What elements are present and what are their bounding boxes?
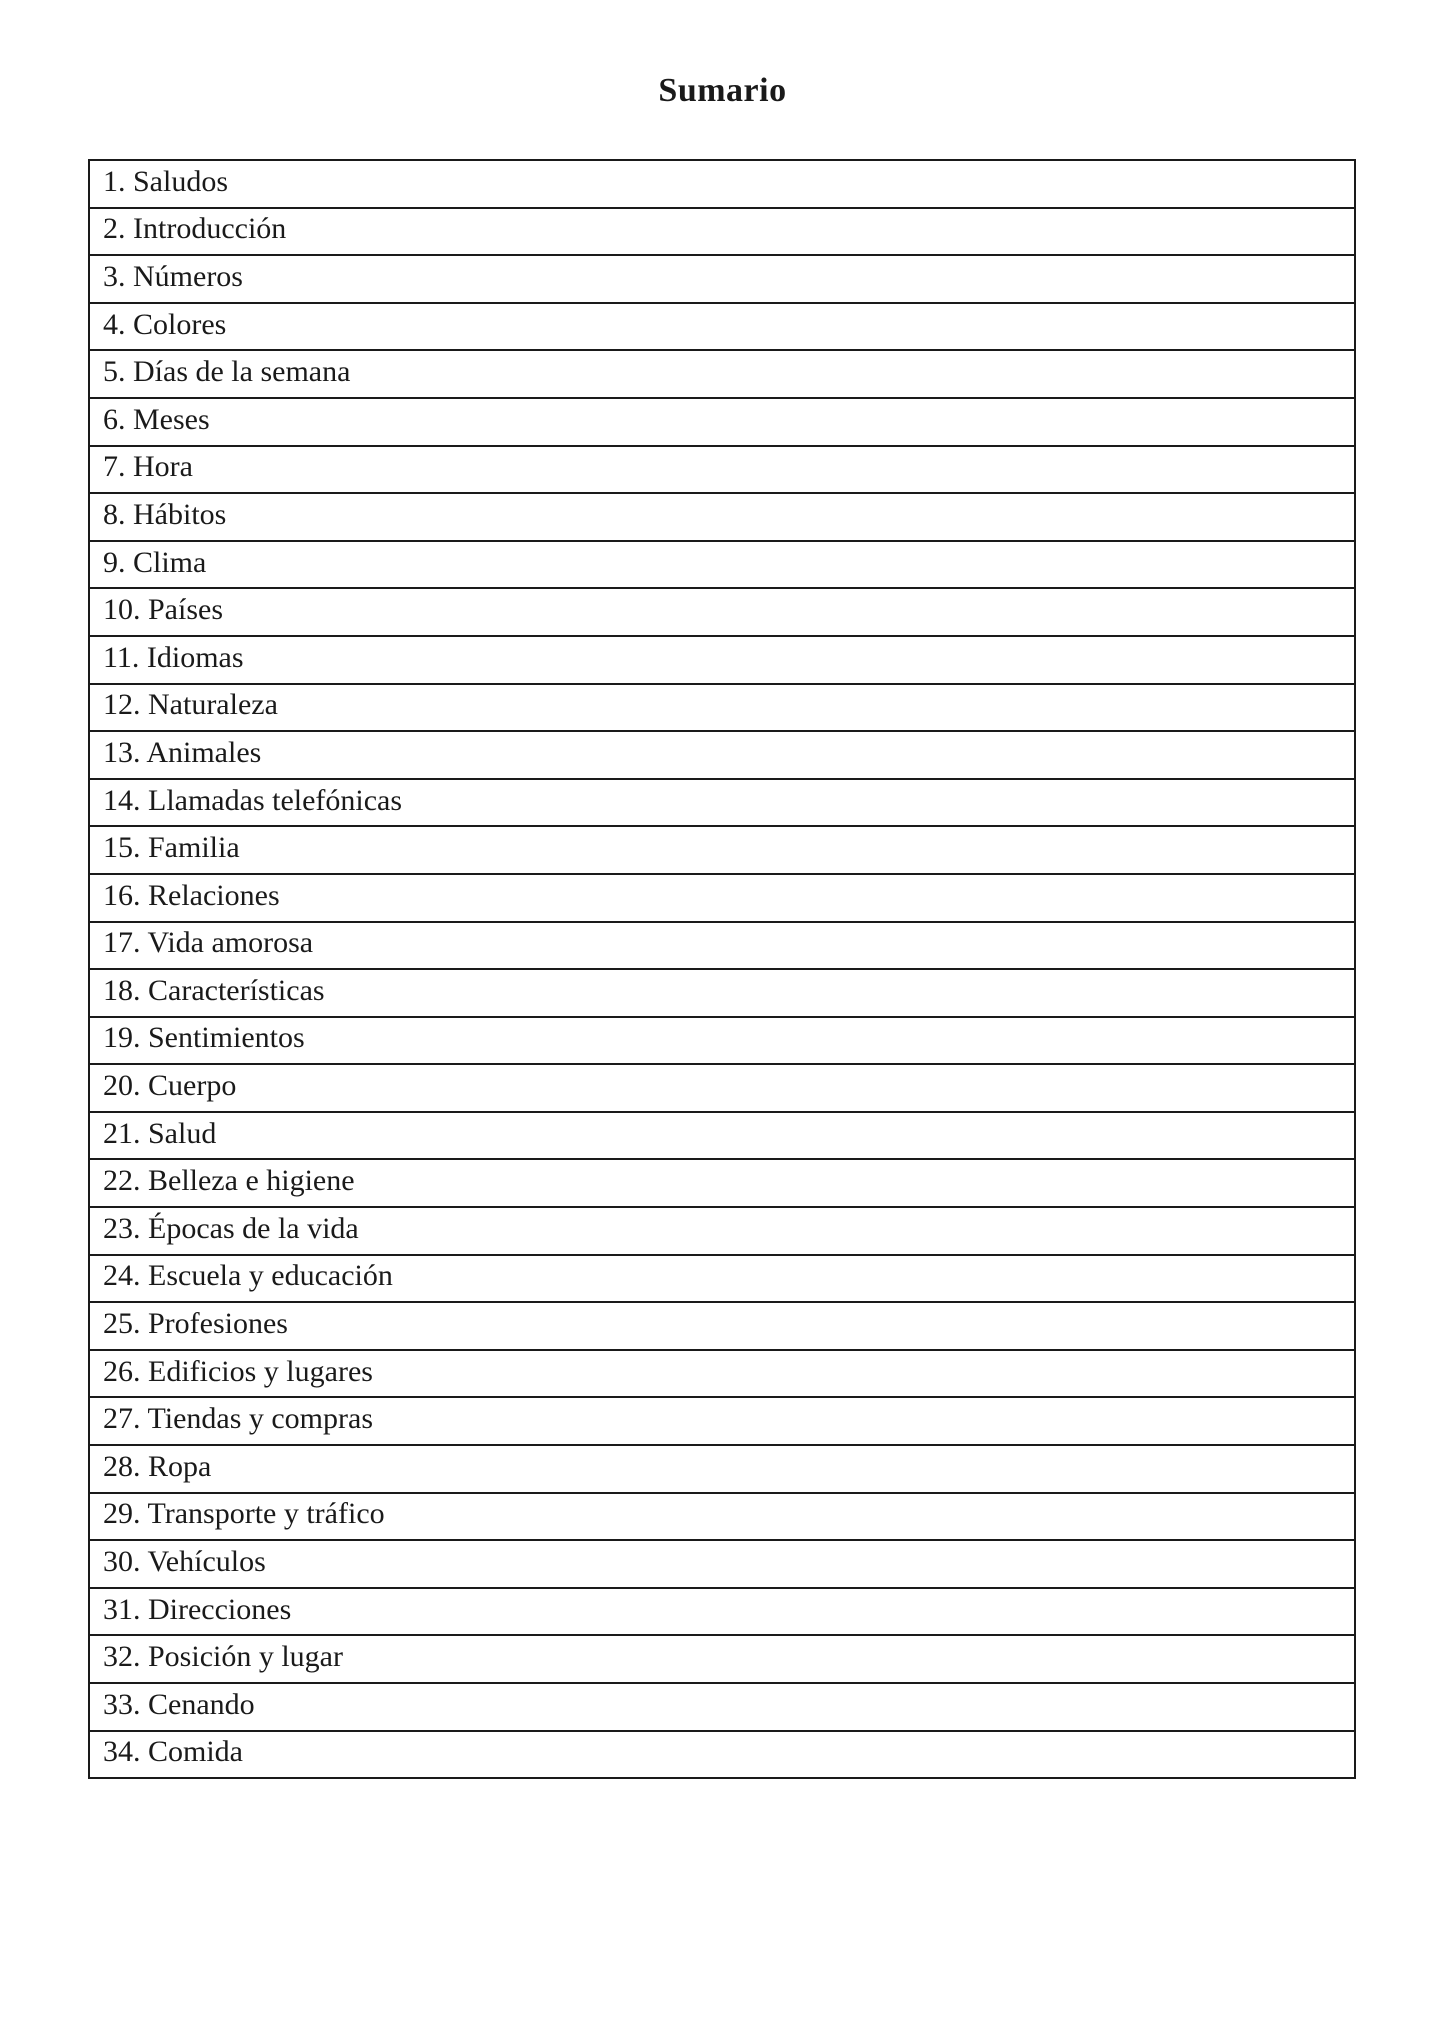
toc-item-text: 26. Edificios y lugares bbox=[89, 1350, 1355, 1398]
toc-row bbox=[89, 493, 1355, 541]
toc-item-text: 30. Vehículos bbox=[89, 1540, 1355, 1588]
toc-item-text: 18. Características bbox=[89, 969, 1355, 1017]
toc-item-text: 17. Vida amorosa bbox=[89, 922, 1355, 970]
toc-item-text: 22. Belleza e higiene bbox=[89, 1159, 1355, 1207]
toc-row bbox=[89, 1064, 1355, 1112]
toc-item-text: 7. Hora bbox=[89, 446, 1355, 494]
toc-item-text: 15. Familia bbox=[89, 826, 1355, 874]
toc-row bbox=[89, 303, 1355, 351]
toc-row bbox=[89, 1683, 1355, 1731]
toc-row bbox=[89, 826, 1355, 874]
toc-row bbox=[89, 1302, 1355, 1350]
toc-row bbox=[89, 1493, 1355, 1541]
toc-row bbox=[89, 255, 1355, 303]
toc-item-text: 21. Salud bbox=[89, 1112, 1355, 1160]
toc-row bbox=[89, 350, 1355, 398]
toc-row bbox=[89, 398, 1355, 446]
toc-item-text: 34. Comida bbox=[89, 1731, 1355, 1779]
toc-item-text: 31. Direcciones bbox=[89, 1588, 1355, 1636]
toc-item-text: 14. Llamadas telefónicas bbox=[89, 779, 1355, 827]
toc-row bbox=[89, 779, 1355, 827]
toc-item-text: 9. Clima bbox=[89, 541, 1355, 589]
toc-item-text: 29. Transporte y tráfico bbox=[89, 1493, 1355, 1541]
toc-row bbox=[89, 1159, 1355, 1207]
toc-row bbox=[89, 1540, 1355, 1588]
toc-row bbox=[89, 874, 1355, 922]
toc-item-text: 1. Saludos bbox=[89, 160, 1355, 208]
toc-item-text: 6. Meses bbox=[89, 398, 1355, 446]
toc-row bbox=[89, 1731, 1355, 1779]
toc-row bbox=[89, 541, 1355, 589]
toc-item-text: 3. Números bbox=[89, 255, 1355, 303]
toc-item-text: 23. Épocas de la vida bbox=[89, 1207, 1355, 1255]
toc-item-text: 27. Tiendas y compras bbox=[89, 1397, 1355, 1445]
toc-item-text: 32. Posición y lugar bbox=[89, 1635, 1355, 1683]
toc-table bbox=[88, 159, 1356, 1779]
toc-body bbox=[89, 160, 1355, 1778]
page-title: Sumario bbox=[658, 72, 787, 109]
toc-row bbox=[89, 684, 1355, 732]
toc-item-text: 16. Relaciones bbox=[89, 874, 1355, 922]
toc-row bbox=[89, 1112, 1355, 1160]
toc-row bbox=[89, 160, 1355, 208]
toc-row bbox=[89, 446, 1355, 494]
toc-row bbox=[89, 1207, 1355, 1255]
toc-item-text: 4. Colores bbox=[89, 303, 1355, 351]
toc-item-text: 11. Idiomas bbox=[89, 636, 1355, 684]
toc-row bbox=[89, 1635, 1355, 1683]
toc-item-text: 10. Países bbox=[89, 588, 1355, 636]
toc-row bbox=[89, 1255, 1355, 1303]
toc-item-text: 19. Sentimientos bbox=[89, 1017, 1355, 1065]
toc-row bbox=[89, 1588, 1355, 1636]
toc-item-text: 13. Animales bbox=[89, 731, 1355, 779]
toc-item-text: 28. Ropa bbox=[89, 1445, 1355, 1493]
toc-row bbox=[89, 588, 1355, 636]
toc-item-text: 25. Profesiones bbox=[89, 1302, 1355, 1350]
toc-item-text: 2. Introducción bbox=[89, 208, 1355, 256]
toc-row bbox=[89, 1017, 1355, 1065]
toc-row bbox=[89, 969, 1355, 1017]
toc-item-text: 33. Cenando bbox=[89, 1683, 1355, 1731]
toc-item-text: 24. Escuela y educación bbox=[89, 1255, 1355, 1303]
toc-row bbox=[89, 1445, 1355, 1493]
toc-item-text: 5. Días de la semana bbox=[89, 350, 1355, 398]
toc-item-text: 8. Hábitos bbox=[89, 493, 1355, 541]
toc-row bbox=[89, 208, 1355, 256]
toc-row bbox=[89, 636, 1355, 684]
toc-row bbox=[89, 731, 1355, 779]
toc-row bbox=[89, 1350, 1355, 1398]
toc-item-text: 12. Naturaleza bbox=[89, 684, 1355, 732]
toc-item-text: 20. Cuerpo bbox=[89, 1064, 1355, 1112]
toc-row bbox=[89, 1397, 1355, 1445]
toc-row bbox=[89, 922, 1355, 970]
